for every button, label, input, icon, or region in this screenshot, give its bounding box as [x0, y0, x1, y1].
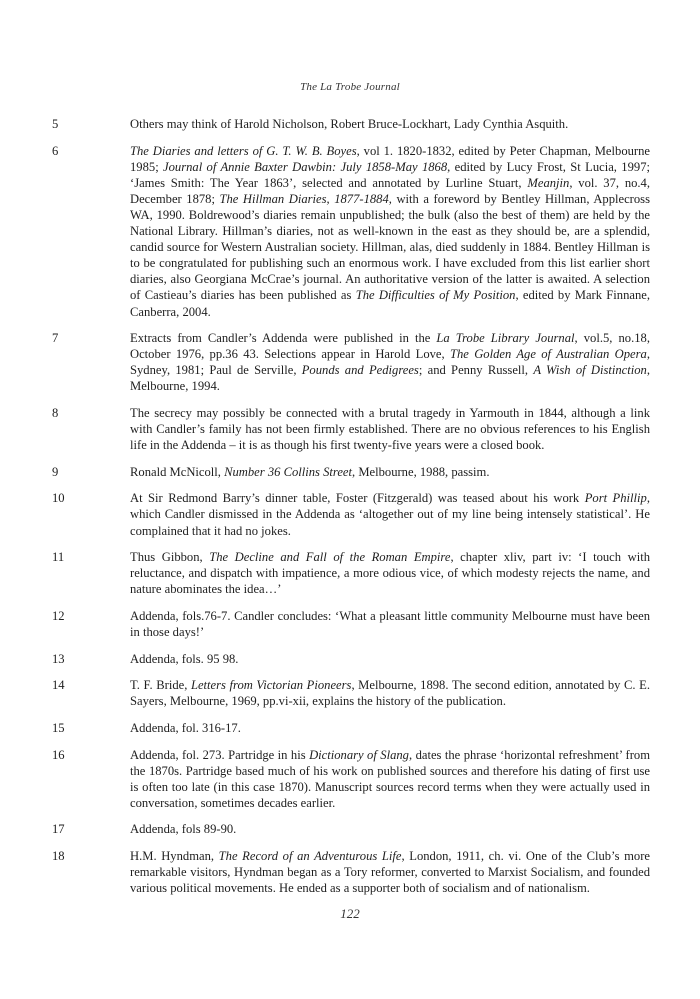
endnote-text-segment: La Trobe Library Journal: [436, 331, 575, 346]
endnote: [0, 720, 700, 736]
endnote-text-segment: A Wish of Distinction: [533, 363, 647, 378]
endnote-text-segment: Meanjin: [527, 175, 570, 190]
endnote-text-segment: , Melbourne, 1994.: [130, 363, 651, 394]
endnote-text-segment: , dates the phrase ‘horizontal refreshment’ from the 1870s. Partridge based much of his work on published sources and therefore his dating of first use is often too late (in this case 1870). Manuscript sources record terms when they were actually used in conversation, sometimes decades earlier.: [130, 747, 650, 810]
endnote-text-segment: The Difficulties of My Position: [355, 288, 516, 303]
endnote-number: 17: [52, 822, 65, 837]
endnote-text-segment: Ronald McNicoll,: [130, 464, 225, 479]
endnote-text: [130, 143, 650, 320]
endnote-text: [130, 464, 650, 480]
endnote-text-segment: The secrecy may possibly be connected with a brutal tragedy in Yarmouth in 1844, although a link with Candler’s family has not been firmly established. There are no obvious references to his English life in the Addenda – it is as though his first twenty-five years were a closed book.: [130, 406, 650, 453]
endnote-text-segment: ; and Penny Russell,: [418, 363, 534, 378]
endnote-text-segment: Addenda, fols. 95 98.: [130, 651, 239, 666]
endnote-text-segment: , Melbourne, 1898. The second edition, annotated by C. E. Sayers, Melbourne, 1969, pp.vi-xii, explains the history of the publication.: [130, 678, 651, 709]
endnote: [0, 651, 700, 667]
endnote-text-segment: Addenda, fols.76-7. Candler concludes: ‘What a pleasant little community Melbourne must have been in those days!’: [130, 608, 650, 640]
endnote-text-segment: Journal of Annie Baxter Dawbin: July 1858-May 1868: [163, 159, 448, 174]
endnote: [0, 464, 700, 480]
endnote-number: 5: [52, 117, 59, 131]
endnote-text-segment: , vol. 37, no.4, December 1878;: [130, 175, 651, 206]
endnote-text-segment: , which Candler dismissed in the Addenda as ‘altogether out of my line being intensely statistical’. He complained that it had no jokes.: [130, 491, 650, 538]
endnote-number: 9: [52, 464, 59, 479]
endnote-text-segment: , with a foreword by Bentley Hillman, Applecross WA, 1990. Boldrewood’s diaries remain unpublished; the bulk (also the best of them) are held by the National Library. Hillman’s diaries, not as well-known in the east as they should be, are a splendid, candid source for Western Australian society. Hillman, alas, died suddenly in 1884. Bentley Hillman is to be congratulated for publishing such an enormous work. I have excluded from this list earlier short diaries, also Georgiana McCrae’s journal. An authoritative version of the latter is awaited. A selection of Castieau’s diaries has been published as: [130, 191, 650, 303]
endnote: [0, 405, 700, 453]
endnote: [0, 330, 700, 394]
endnote: [0, 490, 700, 538]
endnote-text-segment: Port Phillip: [584, 491, 647, 506]
endnote-text-segment: The Diaries and letters of G. T. W. B. Boyes: [130, 143, 357, 158]
endnote-text: [130, 848, 650, 896]
endnote-number: 16: [52, 747, 65, 762]
endnote-text-segment: Addenda, fols 89-90.: [130, 822, 237, 837]
endnote-text-segment: Thus Gibbon,: [130, 550, 210, 565]
endnote: [0, 608, 700, 640]
endnote-text-segment: Extracts from Candler’s Addenda were published in the: [130, 331, 437, 346]
endnote-text-segment: , edited by Mark Finnane, Canberra, 2004.: [130, 288, 651, 319]
endnote: [0, 549, 700, 597]
endnote-number: 10: [52, 491, 65, 506]
endnote-number: 11: [52, 550, 65, 565]
endnote-text-segment: , London, 1911, ch. vi. One of the Club’s more remarkable visitors, Hyndman began as a Tory reformer, converted to Marxist Socialism, and founded various political movements. He ended as a supporter both of socialism and of nationalism.: [130, 848, 650, 896]
endnote-text-segment: Pounds and Pedigrees: [301, 363, 419, 378]
endnote-text: [130, 747, 650, 811]
endnote-text: [130, 330, 650, 394]
endnote-text: [130, 405, 650, 453]
endnote-text: [130, 720, 650, 736]
endnote: [0, 747, 700, 811]
endnote-text-segment: The Record of an Adventurous Life: [218, 848, 402, 863]
endnote-text-segment: H.M. Hyndman,: [130, 848, 219, 863]
endnote-text-segment: T. F. Bride,: [130, 678, 191, 693]
endnote-text-segment: , Sydney, 1981; Paul de Serville,: [130, 347, 650, 378]
endnote-text: [130, 651, 650, 667]
endnote-text-segment: , vol 1. 1820-1832, edited by Peter Chapman, Melbourne 1985;: [130, 143, 650, 174]
endnote: [0, 143, 700, 320]
endnote-text-segment: Others may think of Harold Nicholson, Robert Bruce-Lockhart, Lady Cynthia Asquith.: [130, 117, 569, 131]
endnote-number: 8: [52, 406, 59, 420]
endnotes-list: [0, 116, 700, 907]
endnote-text-segment: Number 36 Collins Street: [224, 464, 353, 479]
endnote-number: 7: [52, 331, 59, 346]
endnote-text-segment: The Golden Age of Australian Opera: [449, 347, 647, 362]
endnote-text-segment: Addenda, fol. 316-17.: [130, 720, 241, 735]
endnote-text: [130, 549, 650, 597]
endnote-text: [130, 821, 650, 837]
endnote-number: 18: [52, 848, 65, 863]
endnote-text-segment: Dictionary of Slang: [309, 747, 409, 762]
endnote-text-segment: , chapter xliv, part iv: ‘I touch with reluctance, and dispatch with impatience, a more odious vice, of which modesty rejects the name, and nature abominates the idea…’: [130, 550, 651, 597]
endnote: [0, 848, 700, 896]
endnote-number: 15: [52, 720, 65, 735]
endnote: [0, 677, 700, 709]
endnote-text-segment: Addenda, fol. 273. Partridge in his: [130, 747, 310, 762]
endnote: [0, 821, 700, 837]
endnote-text-segment: , vol.5, no.18, October 1976, pp.36 43. Selections appear in Harold Love,: [130, 331, 650, 362]
endnote-number: 14: [52, 678, 65, 693]
endnote-text-segment: The Hillman Diaries, 1877-1884: [219, 191, 389, 206]
endnote-text: [130, 677, 650, 709]
endnote-number: 13: [52, 651, 65, 666]
endnote: [0, 116, 700, 132]
endnote-text-segment: At Sir Redmond Barry’s dinner table, Foster (Fitzgerald) was teased about his work: [130, 491, 585, 506]
endnote-text-segment: Letters from Victorian Pioneers: [190, 678, 352, 693]
page-number: 122: [340, 906, 360, 921]
endnote-text-segment: The Decline and Fall of the Roman Empire: [209, 550, 451, 565]
endnote-text-segment: , Melbourne, 1988, passim.: [352, 464, 490, 479]
endnote-number: 12: [52, 608, 65, 623]
running-head: The La Trobe Journal: [300, 81, 400, 93]
endnote-text-segment: , edited by Lucy Frost, St Lucia, 1997; ‘James Smith: The Year 1863’, selected and annotated by Lurline Stuart,: [130, 159, 650, 190]
endnote-text: [130, 490, 650, 538]
endnote-number: 6: [52, 143, 59, 158]
endnote-text: [130, 608, 650, 640]
endnote-text: [130, 116, 650, 132]
